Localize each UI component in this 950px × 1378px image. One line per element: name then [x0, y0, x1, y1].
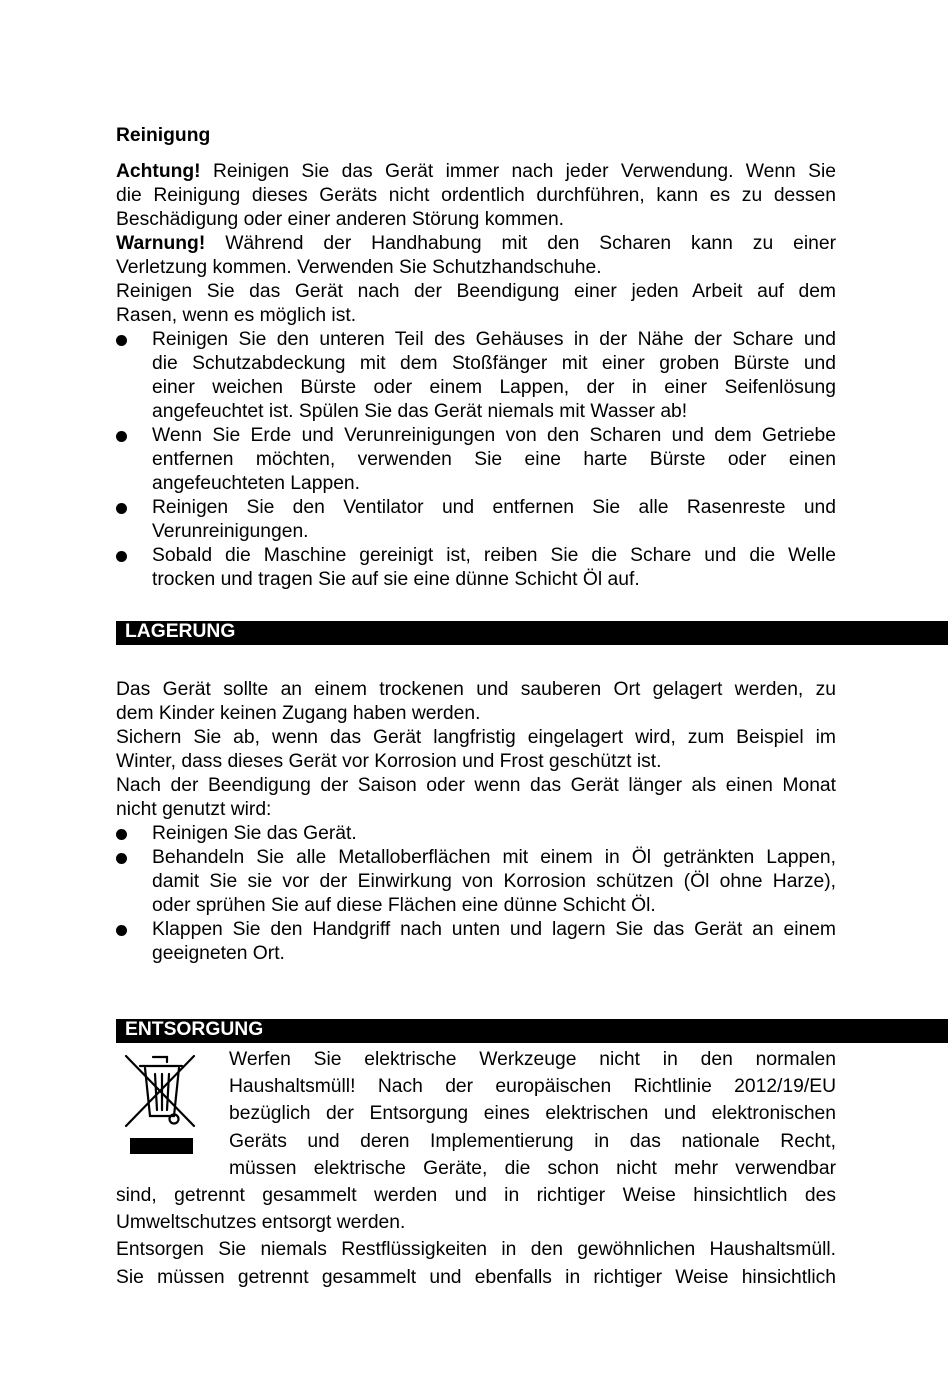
cleaning-heading: Reinigung [116, 125, 211, 146]
list-item: Reinigen Sie das Gerät. [116, 822, 836, 846]
storage-heading: LAGERUNG [125, 621, 236, 642]
disposal-section [116, 1046, 836, 1291]
disposal-line-7: Umweltschutzes entsorgt werden. [116, 1212, 406, 1234]
cleaning-para3-line2: Rasen, wenn es möglich ist. [116, 305, 357, 326]
disposal-indented-text: Werfen Sie elektrische Werkzeuge nicht in den normalen Haushaltsmüll! Nach der europäischen Richtlinie 2012/19/EU bezüglich der Entsorgung eines elektrischen und elektronischen Geräts und deren Implementierung in das nationale Recht, müssen elektrische Geräte, die schon nicht mehr verwendbar [229, 1049, 836, 1179]
cleaning-para1-line1: Achtung! Reinigen Sie das Gerät immer nach jeder Verwendung. Wenn Sie [116, 161, 836, 182]
attention-label: Achtung! [116, 161, 201, 182]
list-item: Sobald die Maschine gereinigt ist, reiben Sie die Schare und die Welle trocken und tragen Sie auf sie eine dünne Schicht Öl auf. [116, 544, 836, 592]
disposal-line-9: Sie müssen getrennt gesammelt und ebenfalls in richtiger Weise hinsichtlich [116, 1266, 836, 1288]
storage-para1-line1: Das Gerät sollte an einem trockenen und sauberen Ort gelagert werden, zu [116, 679, 836, 700]
cleaning-para2-line1: Warnung! Während der Handhabung mit den Scharen kann zu einer [116, 233, 836, 254]
disposal-heading-bar [116, 1019, 948, 1043]
storage-para3-line1: Nach der Beendigung der Saison oder wenn das Gerät länger als einen Monat [116, 775, 836, 796]
cleaning-para1-line2: die Reinigung dieses Geräts nicht ordentlich durchführen, kann es zu dessen [116, 185, 836, 206]
storage-para2-line1: Sichern Sie ab, wenn das Gerät langfristig eingelagert wird, zum Beispiel im [116, 727, 836, 748]
list-item: Reinigen Sie den Ventilator und entfernen Sie alle Rasenreste und Verunreinigungen. [116, 496, 836, 544]
list-item: Wenn Sie Erde und Verunreinigungen von den Scharen und dem Getriebe entfernen möchten, verwenden Sie eine harte Bürste oder einen angefeuchteten Lappen. [116, 424, 836, 496]
list-item: Klappen Sie den Handgriff nach unten und lagern Sie das Gerät an einem geeigneten Ort. [116, 918, 836, 966]
storage-section [116, 678, 836, 966]
disposal-heading: ENTSORGUNG [125, 1019, 264, 1040]
storage-para1-line2: dem Kinder keinen Zugang haben werden. [116, 703, 481, 724]
storage-para2-line2: Winter, dass dieses Gerät vor Korrosion und Frost geschützt ist. [116, 751, 662, 772]
list-item: Reinigen Sie den unteren Teil des Gehäuses in der Nähe der Schare und die Schutzabdeckung mit dem Stoßfänger mit einer groben Bürste und einer weichen Bürste oder einem Lappen, der in einer Seifenlösung angefeuchtet ist. Spülen Sie das Gerät niemals mit Wasser ab! [116, 328, 836, 424]
storage-heading-bar [116, 621, 948, 645]
cleaning-para2-line2: Verletzung kommen. Verwenden Sie Schutzhandschuhe. [116, 257, 602, 278]
disposal-line-6: sind, getrennt gesammelt werden und in richtiger Weise hinsichtlich des [116, 1185, 836, 1207]
list-item: Behandeln Sie alle Metalloberflächen mit einem in Öl getränkten Lappen, damit Sie sie vor der Einwirkung von Korrosion schützen (Öl ohne Harze), oder sprühen Sie auf diese Flächen eine dünne Schicht Öl. [116, 846, 836, 918]
cleaning-para3-line1: Reinigen Sie das Gerät nach der Beendigung einer jeden Arbeit auf dem [116, 281, 836, 302]
cleaning-bullet-list [116, 328, 836, 592]
cleaning-para1-line3: Beschädigung oder einer anderen Störung kommen. [116, 209, 565, 230]
disposal-line-8: Entsorgen Sie niemals Restflüssigkeiten in den gewöhnlichen Haushaltsmüll. [116, 1239, 836, 1261]
storage-para3-line2: nicht genutzt wird: [116, 799, 272, 820]
cleaning-section [116, 160, 836, 592]
warning-label: Warnung! [116, 233, 206, 254]
storage-bullet-list [116, 822, 836, 966]
